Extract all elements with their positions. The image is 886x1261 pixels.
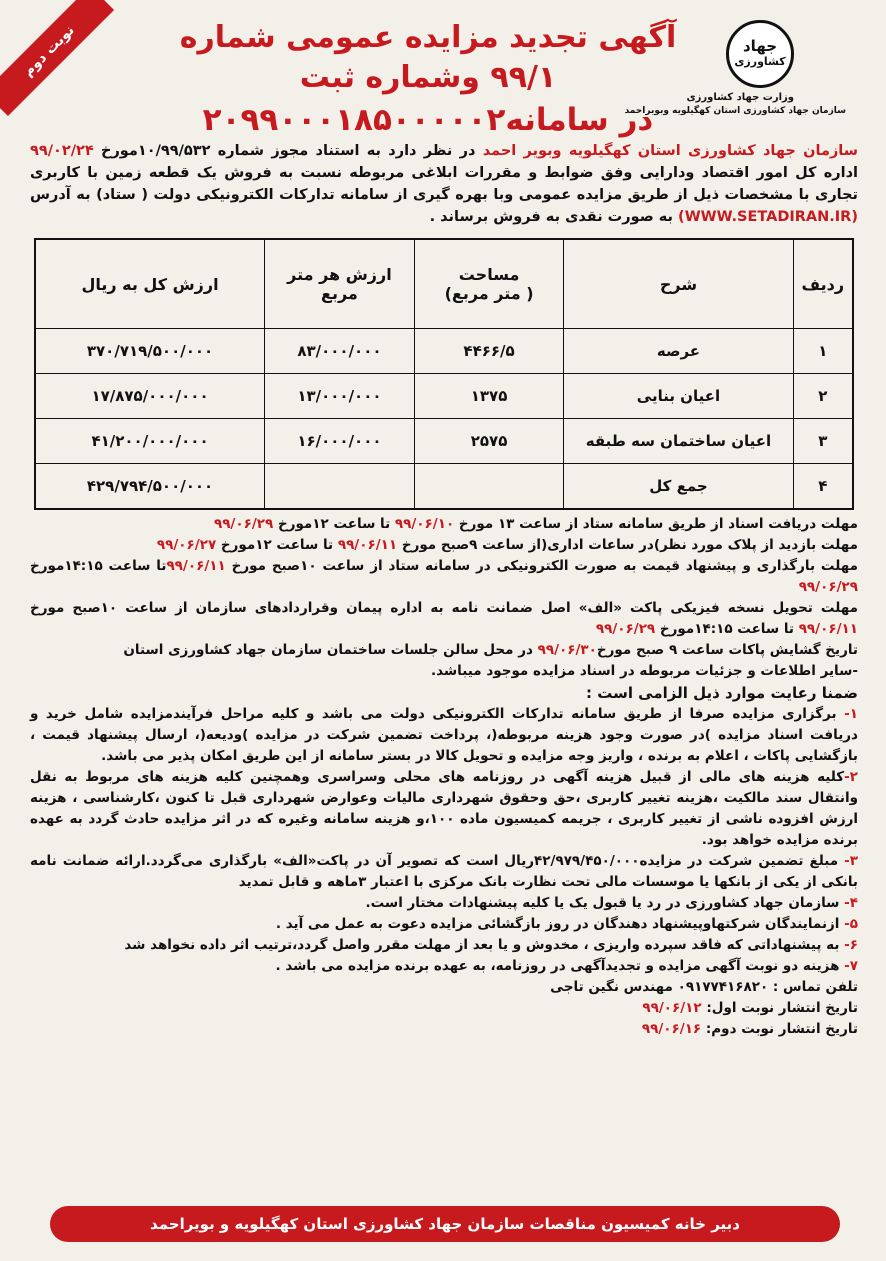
second-print-ribbon: نوبت دوم [0, 0, 114, 116]
table-cell: ۱۷/۸۷۵/۰۰۰/۰۰۰ [35, 374, 265, 419]
deadline-text: مهلت بازدید از پلاک مورد نظر)در ساعات اداری(از ساعت ۹صبح مورخ [397, 537, 858, 553]
table-cell [414, 464, 564, 510]
table-cell: ۱۶/۰۰۰/۰۰۰ [265, 419, 415, 464]
condition-number: ۳- [844, 853, 858, 869]
table-cell: ۸۳/۰۰۰/۰۰۰ [265, 329, 415, 374]
table-cell: ۴۲۹/۷۹۴/۵۰۰/۰۰۰ [35, 464, 265, 510]
title-line2: در سامانه۲۰۹۹۰۰۰۱۸۵۰۰۰۰۰۲ [202, 102, 654, 138]
intro-organization: سازمان جهاد کشاورزی استان کهگیلویه وبویر احمد [482, 143, 859, 159]
table-cell: ۳۷۰/۷۱۹/۵۰۰/۰۰۰ [35, 329, 265, 374]
deadline-text: تاریخ گشایش پاکات ساعت ۹ صبح مورخ [596, 642, 858, 658]
intro-text3: به صورت نقدی به فروش برساند . [429, 209, 679, 225]
condition-text: برگزاری مزایده صرفا از طریق سامانه تدارکات الکترونیکی دولت می باشد و کلیه مراحل فرآیندمزایده شامل خرید و دریافت اسناد مزایده )در صورت وجود هزینه مربوطه(، پرداخت تضمین شرکت در مزایده )ودیعه(، ارسال پیشنهاد قیمت ، بازگشایی پاکات ، اعلام به برنده ، واریز وجه مزایده و تحویل کالا در بستر سامانه از این طریق امکان پذیر می باشد. [30, 706, 858, 764]
condition-item [30, 851, 858, 893]
table-cell: ۴ [793, 464, 853, 510]
table-cell [265, 464, 415, 510]
setad-url: (WWW.SETADIRAN.IR) [678, 209, 858, 225]
table-row [35, 374, 853, 419]
deadline-text: تا ساعت ۱۴:۱۵مورخ [655, 621, 799, 637]
publish-label: تاریخ انتشار نوبت اول: [701, 1000, 858, 1016]
publish-label: تاریخ انتشار نوبت دوم: [701, 1021, 858, 1037]
notice-title [148, 18, 708, 142]
condition-item [30, 956, 858, 977]
condition-item [30, 767, 858, 851]
table-cell: ۴۱/۲۰۰/۰۰۰/۰۰۰ [35, 419, 265, 464]
deadline-text: تا ساعت ۱۲مورخ [273, 516, 395, 532]
condition-number: ۴- [844, 895, 858, 911]
deadline-date: ۹۹/۰۶/۱۱ [798, 621, 858, 637]
title-line1: آگهی تجدید مزایده عمومی شماره ۹۹/۱ وشماره ثبت [179, 20, 677, 95]
condition-item [30, 704, 858, 767]
table-cell: ۱ [793, 329, 853, 374]
condition-item [30, 914, 858, 935]
deadline-date: ۹۹/۰۶/۲۹ [798, 579, 858, 595]
condition-text: ازنمایندگان شرکتهاوپیشنهاد دهندگان در روز بازگشائی مزایده دعوت به عمل می آید . [275, 916, 845, 932]
notice-body [30, 140, 858, 1040]
publish-date-second [30, 1019, 858, 1040]
deadline-date: ۹۹/۰۶/۱۱ [166, 558, 226, 574]
deadline-date: ۹۹/۰۶/۲۹ [595, 621, 656, 637]
deadline-text: در محل سالن جلسات ساختمان سازمان جهاد کشاورزی استان [123, 642, 538, 658]
opening-date [30, 640, 858, 661]
deadline-visit [30, 535, 858, 556]
publish-date: ۹۹/۰۶/۱۶ [641, 1021, 702, 1037]
table-cell: ۱۳/۰۰۰/۰۰۰ [265, 374, 415, 419]
table-cell: ۳ [793, 419, 853, 464]
table-row [35, 329, 853, 374]
other-info: -سایر اطلاعات و جزئیات مربوطه در اسناد مزایده موجود میباشد. [430, 663, 858, 679]
intro-paragraph [30, 140, 858, 228]
table-cell: ۲ [793, 374, 853, 419]
condition-text: به پیشنهاداتی که فاقد سپرده واریزی ، مخدوش و یا بعد از مهلت مقرر واصل گردد،ترتیب اثر داده نخواهد شد [124, 937, 845, 953]
table-header-row [35, 239, 853, 329]
deadline-text: مهلت دریافت اسناد از طریق سامانه ستاد از ساعت ۱۳ مورخ [454, 516, 858, 532]
logo-line2: کشاورزی [734, 55, 786, 68]
table-cell: ۴۴۶۶/۵ [414, 329, 564, 374]
deadline-date: ۹۹/۰۶/۳۰ [537, 642, 597, 658]
intro-text: در نظر دارد به استناد مجوز شماره ۱۰/۹۹/۵۳۲مورخ [93, 143, 483, 159]
deadline-text: تا ساعت ۱۴:۱۵مورخ [30, 558, 167, 574]
header-row-number: ردیف [793, 239, 853, 329]
logo-line1: جهاد [742, 37, 778, 55]
table-cell: عرصه [564, 329, 793, 374]
contact-phone: تلفن تماس : ۰۹۱۷۷۴۱۶۸۲۰ مهندس نگین تاجی [550, 979, 858, 995]
table-row [35, 419, 853, 464]
deadline-documents [30, 514, 858, 535]
condition-number: ۱- [844, 706, 858, 722]
deadline-date: ۹۹/۰۶/۱۱ [337, 537, 398, 553]
ministry-name: وزارت جهاد کشاورزی [686, 92, 794, 103]
condition-number: ۷- [844, 958, 858, 974]
intro-text2: اداره کل امور اقتصاد ودارایی وفق ضوابط و مقررات ابلاغی مربوطه نسبت به فروش یک قطعه زمین با کاربری تجاری با مشخصات ذیل از طریق مزایده عمومی وبا بهره گیری از سامانه تدارکات الکترونیکی دولت ( ستاد) به آدرس [30, 165, 858, 203]
deadline-envelope [30, 598, 858, 640]
footer-banner: دبیر خانه کمیسیون مناقصات سازمان جهاد کشاورزی استان کهگیلویه و بویراحمد [50, 1206, 840, 1242]
deadline-text: مهلت بارگذاری و پیشنهاد قیمت به صورت الکترونیکی در سامانه ستاد از ساعت ۱۰صبح مورخ [225, 558, 858, 574]
deadline-date: ۹۹/۰۶/۲۷ [156, 537, 217, 553]
deadline-upload [30, 556, 858, 598]
deadline-text: تا ساعت ۱۲مورخ [216, 537, 338, 553]
condition-text: هزینه دو نوبت آگهی مزایده و تجدیدآگهی در روزنامه، به عهده برنده مزایده می باشد . [275, 958, 845, 974]
condition-number: ۲- [844, 769, 858, 785]
deadline-date: ۹۹/۰۶/۱۰ [394, 516, 455, 532]
publish-date-first [30, 998, 858, 1019]
table-cell: ۱۳۷۵ [414, 374, 564, 419]
publish-date: ۹۹/۰۶/۱۲ [642, 1000, 702, 1016]
jahad-logo [726, 20, 794, 88]
condition-item [30, 893, 858, 914]
intro-date: ۹۹/۰۲/۲۴ [30, 143, 94, 159]
table-cell: جمع کل [564, 464, 793, 510]
condition-number: ۶- [844, 937, 858, 953]
conditions-title: ضمنا رعایت موارد ذیل الزامی است : [585, 684, 858, 702]
table-cell: اعیان بنایی [564, 374, 793, 419]
condition-text: کلیه هزینه های مالی از قبیل هزینه آگهی در روزنامه های محلی وسراسری وهمچنین کلیه هزینه های مربوط به نقل وانتقال سند مالکیت ،هزینه تغییر کاربری ،حق وحقوق شهرداری مالیات وعوارض شهرداری قبل تا کنون ،کارشناسی ، هزینه ارزش افزوده ناشی از تغییر کاربری ، جریمه کمیسیون ماده ۱۰۰،و هزینه سامانه وغیره که در اثر مزایده حادث گردد به عهده برنده مزایده خواهد بود. [30, 769, 858, 848]
header-price-per-meter: ارزش هر متر مربع [265, 239, 415, 329]
deadline-date: ۹۹/۰۶/۲۹ [213, 516, 274, 532]
property-table [34, 238, 854, 510]
header-description: شرح [564, 239, 793, 329]
header-area: مساحت ( متر مربع) [414, 239, 564, 329]
table-cell: ۲۵۷۵ [414, 419, 564, 464]
organization-subtitle: سازمان جهاد کشاورزی استان کهگیلویه وبویراحمد [624, 106, 846, 116]
deadline-text: مهلت تحویل نسخه فیزیکی پاکت «الف» اصل ضمانت نامه به اداره پیمان وقراردادهای سازمان از ساعت ۱۰صبح مورخ [30, 600, 859, 616]
condition-number: ۵- [844, 916, 858, 932]
notice-header [0, 0, 886, 140]
condition-text: مبلغ تضمین شرکت در مزایده۴۲/۹۷۹/۴۵۰/۰۰۰ریال است که تصویر آن در پاکت«الف» بارگذاری می‌گردد.ارائه ضمانت نامه بانکی از یکی از بانکها یا موسسات مالی تحت نظارت بانک مرکزی با اعتبار ۳ماهه و قابل تمدید [30, 853, 858, 890]
condition-text: سازمان جهاد کشاورزی در رد یا قبول یک یا کلیه پیشنهادات مختار است. [365, 895, 845, 911]
header-total-value: ارزش کل به ریال [35, 239, 265, 329]
condition-item [30, 935, 858, 956]
table-cell: اعیان ساختمان سه طبقه [564, 419, 793, 464]
table-row-total [35, 464, 853, 510]
